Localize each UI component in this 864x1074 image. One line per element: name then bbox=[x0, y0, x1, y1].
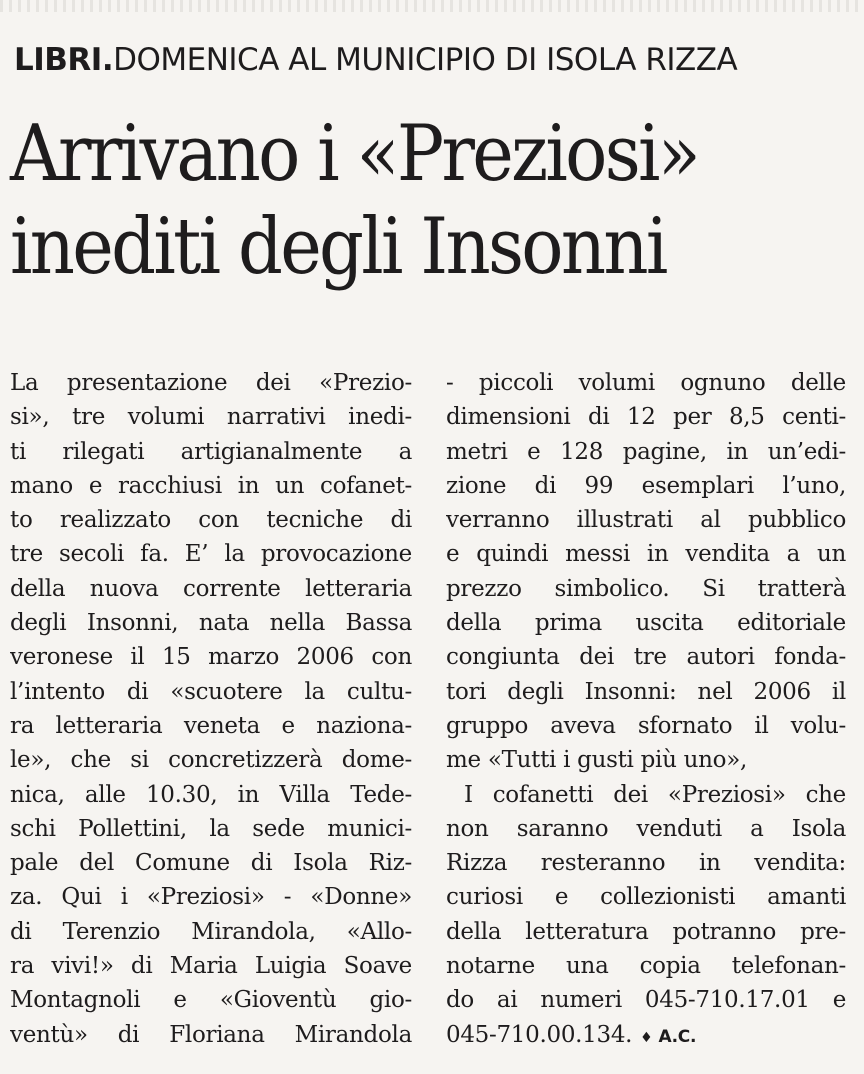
text-line: l’intento di «scuotere la cultu- bbox=[10, 678, 412, 705]
text-line: ra letteraria veneta e naziona- bbox=[10, 712, 412, 739]
text-line: della nuova corrente letteraria bbox=[10, 575, 412, 602]
text-line: dimensioni di 12 per 8,5 centi- bbox=[446, 404, 846, 431]
scan-edge bbox=[0, 0, 864, 12]
text-line: della letteratura potranno pre- bbox=[446, 918, 846, 945]
text-line: e quindi messi in vendita a un bbox=[446, 541, 846, 568]
text-line: metri e 128 pagine, in un’edi- bbox=[446, 438, 846, 465]
author-signature: A.C. bbox=[658, 1026, 697, 1047]
text-line: ti rilegati artigianalmente a bbox=[10, 438, 412, 465]
text-line: si», tre volumi narrativi inedi- bbox=[10, 404, 412, 431]
text-line: gruppo aveva sfornato il volu- bbox=[446, 712, 846, 739]
article-column-right bbox=[446, 366, 846, 1052]
final-text: 045-710.00.134. bbox=[446, 1021, 633, 1048]
text-line: La presentazione dei «Prezio- bbox=[10, 370, 412, 396]
diamond-icon: ♦ bbox=[640, 1029, 653, 1046]
text-line: ra vivi!» di Maria Luigia Soave bbox=[10, 953, 412, 980]
text-line: della prima uscita editoriale bbox=[446, 610, 846, 637]
section-label: LIBRI. bbox=[14, 42, 114, 78]
text-line: curiosi e collezionisti amanti bbox=[446, 884, 846, 911]
kicker bbox=[14, 38, 854, 82]
text-line: veronese il 15 marzo 2006 con bbox=[10, 644, 412, 671]
text-line: nica, alle 10.30, in Villa Tede- bbox=[10, 781, 412, 808]
text-line: me «Tutti i gusti più uno», bbox=[446, 747, 747, 774]
text-line: tori degli Insonni: nel 2006 il bbox=[446, 678, 846, 705]
article-column-left bbox=[10, 366, 412, 1052]
text-line: di Terenzio Mirandola, «Allo- bbox=[10, 918, 412, 945]
text-line: mano e racchiusi in un cofanet- bbox=[10, 472, 412, 499]
text-line: I cofanetti dei «Preziosi» che bbox=[464, 781, 846, 808]
text-line: - piccoli volumi ognuno delle bbox=[446, 370, 846, 396]
text-line: prezzo simbolico. Si tratterà bbox=[446, 575, 846, 602]
text-line: verranno illustrati al pubblico bbox=[446, 507, 846, 534]
text-line: za. Qui i «Preziosi» - «Donne» bbox=[10, 884, 412, 911]
text-line: zione di 99 esemplari l’uno, bbox=[446, 472, 846, 499]
text-line: ventù» di Floriana Mirandola bbox=[10, 1021, 412, 1048]
text-line: pale del Comune di Isola Riz- bbox=[10, 850, 412, 877]
kicker-text: DOMENICA AL MUNICIPIO DI ISOLA RIZZA bbox=[113, 42, 738, 78]
text-line: notarne una copia telefonan- bbox=[446, 953, 846, 980]
headline-line-1: Arrivano i «Preziosi» bbox=[10, 109, 699, 199]
text-line-final bbox=[446, 1018, 846, 1052]
text-line: Montagnoli e «Gioventù gio- bbox=[10, 987, 412, 1014]
headline bbox=[10, 108, 771, 294]
text-line: Rizza resteranno in vendita: bbox=[446, 850, 846, 877]
text-line: le», che si concretizzerà dome- bbox=[10, 747, 412, 774]
text-line: non saranno venduti a Isola bbox=[446, 815, 846, 842]
text-line: degli Insonni, nata nella Bassa bbox=[10, 610, 412, 637]
text-line: to realizzato con tecniche di bbox=[10, 507, 412, 534]
text-line: do ai numeri 045-710.17.01 e bbox=[446, 987, 846, 1014]
text-line: schi Pollettini, la sede munici- bbox=[10, 815, 412, 842]
text-line: tre secoli fa. E’ la provocazione bbox=[10, 541, 412, 568]
text-line: congiunta dei tre autori fonda- bbox=[446, 644, 846, 671]
headline-line-2: inediti degli Insonni bbox=[10, 202, 666, 292]
